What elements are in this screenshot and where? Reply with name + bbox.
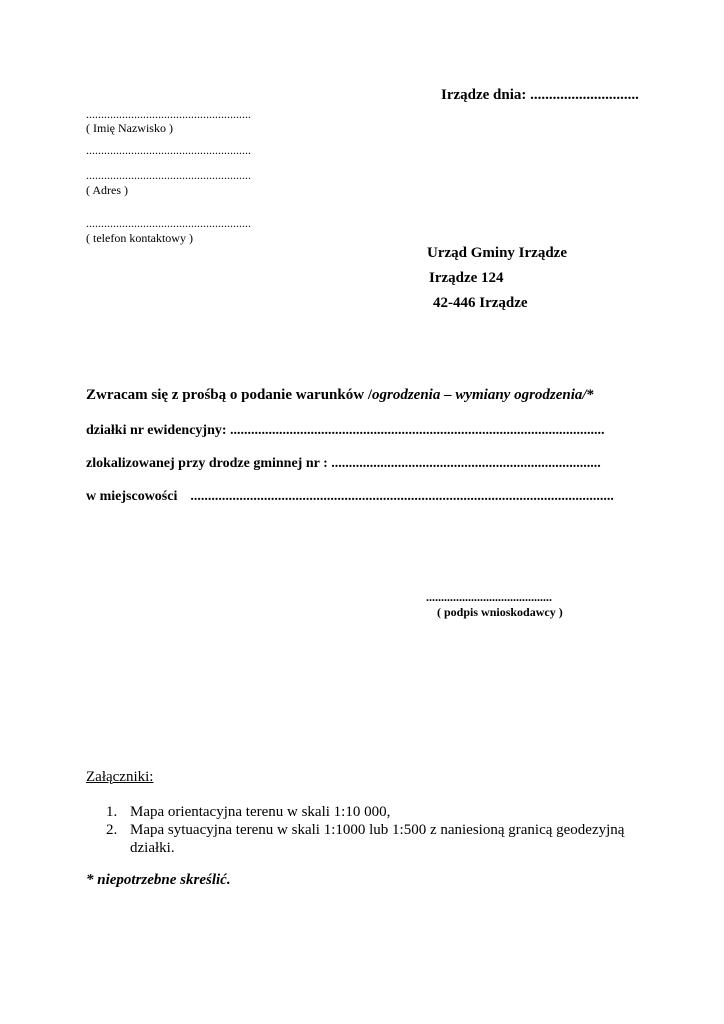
recipient-line-3: 42-446 Irządze [433,295,528,311]
recipient-line-1: Urząd Gminy Irządze [427,245,567,261]
request-line-1 [86,387,594,404]
phone-caption: ( telefon kontaktowy ) [86,231,193,245]
request-line-1-suffix: * [586,387,595,403]
locality-label: w miejscowości [86,489,178,504]
request-line-1-italic: ogrodzenia – wymiany ogrodzenia/ [372,387,587,403]
address-field-2[interactable]: ....................................................... [86,168,251,182]
request-line-3 [86,456,601,472]
attachment-text: Mapa sytuacyjna terenu w skali 1:1000 lub 1:500 z naniesioną granicą geodezyjną działki. [130,822,625,856]
locality-field[interactable]: ......................................................................................................................... [190,489,614,504]
attachment-number: 1. [106,804,118,820]
name-caption: ( Imię Nazwisko ) [86,121,173,135]
attachments-title: Załączniki: [86,769,154,785]
name-field[interactable]: ....................................................... [86,107,251,121]
date-line [441,87,639,104]
phone-field[interactable]: ....................................................... [86,216,251,230]
attachment-number: 2. [106,822,118,838]
parcel-number-label: działki nr ewidencyjny: [86,423,227,438]
road-number-field[interactable]: ............................................................................. [331,456,601,471]
attachment-item [106,821,650,857]
request-line-2 [86,423,605,439]
signature-caption: ( podpis wnioskodawcy ) [437,605,563,619]
date-label: Irządze dnia: [441,87,527,103]
address-caption: ( Adres ) [86,183,128,197]
parcel-number-field[interactable]: ........................................................................................................... [230,423,605,438]
attachments-list [106,803,650,857]
attachment-item [106,803,650,821]
attachment-text: Mapa orientacyjna terenu w skali 1:10 000, [130,804,391,820]
address-field-1[interactable]: ....................................................... [86,143,251,157]
signature-field[interactable]: .......................................... [426,590,552,604]
recipient-line-2: Irządze 124 [429,270,504,286]
footnote: * niepotrzebne skreślić. [86,872,231,888]
request-line-4 [86,489,614,505]
request-line-1-prefix: Zwracam się z prośbą o podanie warunków / [86,387,372,403]
date-field[interactable]: ............................. [530,87,639,103]
road-number-label: zlokalizowanej przy drodze gminnej nr : [86,456,328,471]
